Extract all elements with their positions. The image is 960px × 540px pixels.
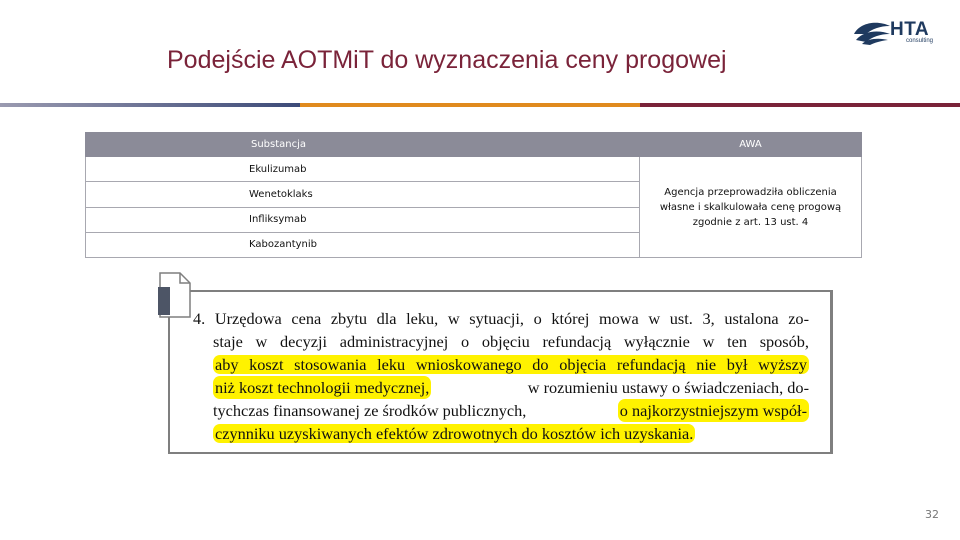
legal-line-1: 4. Urzędowa cena zbytu dla leku, w sytuacji, o której mowa w ust. 3, ustalona zo- [193, 309, 809, 328]
awa-cell: Agencja przeprowadziła obliczenia własne i skalkulowała cenę progową zgodnie z art. 13 ust. 4 [640, 157, 862, 258]
legal-line-5 [193, 399, 809, 422]
hta-logo [852, 20, 944, 48]
substance-table [85, 132, 862, 258]
table-header-row [86, 133, 862, 157]
substance-cell: Wenetoklaks [86, 182, 640, 207]
header-awa: AWA [640, 133, 862, 157]
logo-name: HTA [890, 19, 930, 40]
highlight: czynniku uzyskiwanych efektów zdrowotnych do kosztów ich uzyskania. [215, 424, 694, 443]
page-number: 32 [925, 508, 939, 521]
highlight: niż koszt technologii medycznej, [215, 378, 430, 397]
legal-line-4 [193, 376, 809, 399]
legal-text [193, 307, 809, 445]
substance-cell: Kabozantynib [86, 232, 640, 257]
highlight: o najkorzystniejszym współ- [619, 401, 807, 420]
divider-orange [300, 103, 640, 107]
slide-title: Podejście AOTMiT do wyznaczenia ceny progowej [167, 46, 727, 74]
substance-cell: Ekulizumab [86, 157, 640, 182]
document-icon [156, 271, 192, 319]
legal-line-3 [193, 353, 809, 376]
highlight: aby koszt stosowania leku wnioskowanego do objęcia refundacją nie był wyższy [215, 355, 807, 374]
logo-wing-icon [852, 20, 892, 46]
legal-text-plain: w rozumieniu ustawy o świadczeniach, do- [527, 378, 809, 397]
legal-text-plain: tychczas finansowanej ze środków publicznych, [213, 401, 527, 420]
legal-line-6 [193, 422, 809, 445]
substance-cell: Infliksymab [86, 207, 640, 232]
logo-subtitle: consulting [906, 38, 934, 44]
divider-gray-left [0, 103, 300, 107]
divider-maroon [640, 103, 960, 107]
legal-line-2: staje w decyzji administracyjnej o objęciu refundacją wyłącznie w ten sposób, [213, 332, 809, 351]
table-row [86, 157, 862, 182]
header-substance: Substancja [86, 133, 640, 157]
